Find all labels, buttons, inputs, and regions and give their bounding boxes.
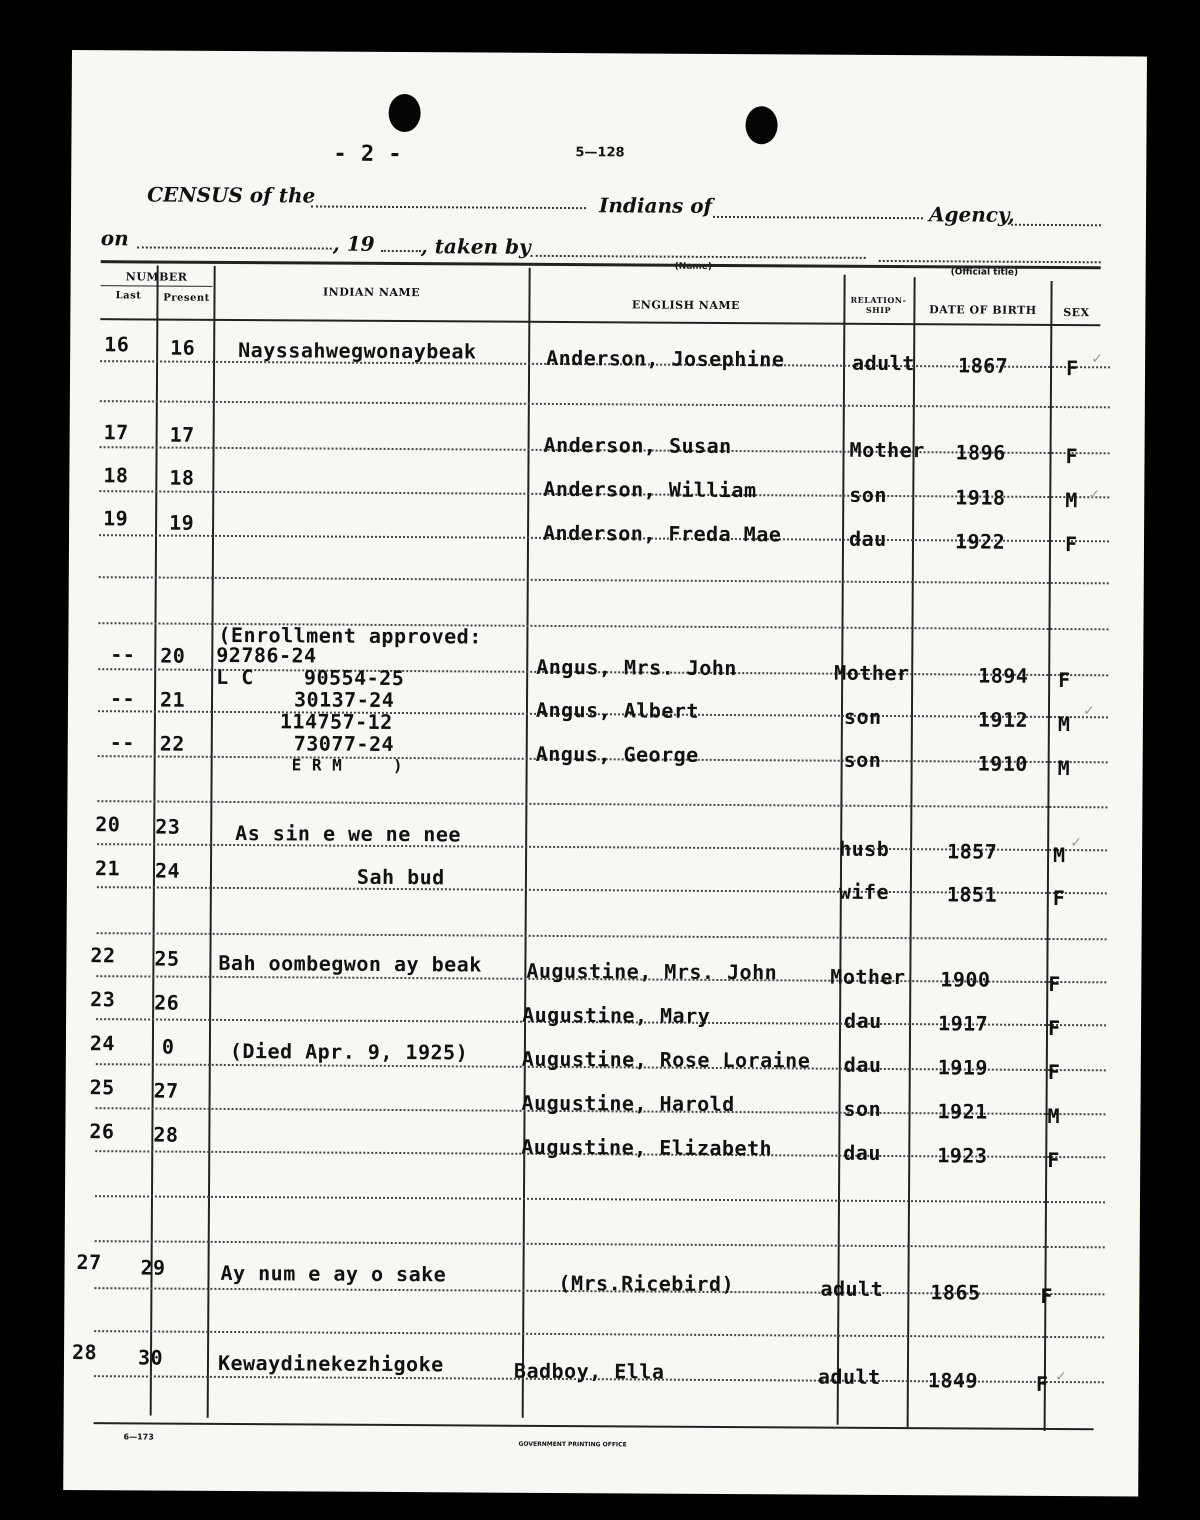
- punch-hole-right: [745, 106, 777, 144]
- tribe-blank: [311, 205, 586, 209]
- last-number: 24: [89, 1031, 116, 1056]
- date-of-birth: 1919: [937, 1055, 989, 1080]
- number-header: NUMBER: [125, 270, 188, 284]
- census-label: CENSUS of the: [147, 182, 316, 208]
- present-number: 17: [169, 422, 195, 447]
- indian-name: Bah oombegwon ay beak: [218, 950, 482, 977]
- row-rule: [99, 576, 1109, 584]
- year-label: , 19: [332, 231, 375, 256]
- english-name: Augustine, Mrs. John: [526, 958, 778, 985]
- date-of-birth: 1922: [954, 529, 1006, 554]
- relationship: son: [843, 704, 882, 729]
- relationship: son: [849, 482, 887, 507]
- present-number: 28: [153, 1122, 179, 1147]
- relationship: Mother: [849, 437, 925, 463]
- enumerator-name-blank: [531, 255, 866, 259]
- relationship: dau: [843, 1052, 882, 1077]
- date-of-birth: 1910: [977, 751, 1028, 776]
- sex: M: [1057, 712, 1071, 737]
- sex: F: [1064, 532, 1078, 557]
- sex: F: [1047, 1015, 1061, 1041]
- page-number: - 2 -: [333, 141, 403, 168]
- table-bottom-border: [94, 1422, 1094, 1430]
- agency-label: Agency,: [928, 202, 1015, 227]
- date-of-birth: 1851: [946, 882, 998, 907]
- sex: F: [1040, 1283, 1054, 1309]
- last-number: --: [110, 642, 136, 667]
- last-number: 21: [94, 856, 121, 881]
- printer-imprint: GOVERNMENT PRINTING OFFICE: [518, 1440, 627, 1449]
- relationship: husb: [839, 836, 890, 862]
- sex: F: [1058, 668, 1071, 693]
- agency-blank: [1011, 224, 1101, 227]
- english-name: Augustine, Rose Loraine: [521, 1046, 811, 1073]
- relationship: dau: [848, 526, 887, 551]
- present-number: 19: [169, 510, 195, 535]
- sex: F: [1065, 444, 1079, 469]
- indians-of-label: Indians of: [598, 193, 713, 218]
- last-header: Last: [115, 290, 142, 302]
- enrollment-note-line: 73077-24: [293, 731, 395, 756]
- last-number: 20: [95, 812, 121, 837]
- indian-name: Kewaydinekezhigoke: [217, 1350, 444, 1377]
- last-number: 16: [104, 332, 130, 357]
- last-number: 17: [103, 420, 129, 445]
- date-of-birth: 1921: [937, 1099, 988, 1124]
- on-label: on: [100, 226, 129, 251]
- indian-name-header: INDIAN NAME: [323, 285, 421, 300]
- english-name: (Mrs.Ricebird): [558, 1270, 735, 1297]
- present-number: 18: [169, 465, 195, 490]
- english-name: Anderson, Susan: [543, 432, 732, 459]
- column-divider-last: [150, 266, 159, 1416]
- sex: M: [1047, 1103, 1061, 1129]
- date-of-birth: 1918: [955, 485, 1006, 510]
- official-title-caption: (Official title): [950, 267, 1019, 278]
- present-number: 24: [154, 858, 181, 883]
- last-number: 23: [90, 987, 116, 1012]
- present-number: 23: [155, 814, 181, 839]
- present-number: 30: [137, 1345, 164, 1370]
- date-of-birth: 1849: [927, 1368, 979, 1393]
- row-rule: [95, 1240, 1105, 1248]
- column-divider-present: [207, 266, 216, 1418]
- present-number: 20: [160, 643, 186, 668]
- date-of-birth: 1917: [937, 1011, 989, 1036]
- date-of-birth: 1900: [940, 967, 991, 992]
- sex: M: [1053, 843, 1066, 868]
- enrollment-note-line: 114757-12: [279, 709, 393, 734]
- year-blank: [381, 250, 421, 252]
- header-bottom-border: [100, 318, 1100, 326]
- check-mark: ✓: [1083, 700, 1094, 720]
- english-name: Anderson, Freda Mae: [542, 520, 782, 547]
- present-number: 29: [140, 1255, 166, 1280]
- relationship: adult: [817, 1364, 881, 1389]
- date-of-birth: 1912: [977, 707, 1029, 732]
- sex: F: [1035, 1371, 1049, 1396]
- date-of-birth-header: DATE OF BIRTH: [929, 303, 1037, 317]
- enrollment-note-line: E R M ): [291, 755, 404, 776]
- english-name: Anderson, Josephine: [546, 345, 785, 372]
- present-number: 0: [161, 1034, 175, 1059]
- english-name: Badboy, Ella: [513, 1358, 665, 1384]
- enrollment-note-line: 30137-24: [293, 687, 395, 712]
- relationship: dau: [843, 1140, 881, 1165]
- date-of-birth: 1896: [955, 440, 1006, 465]
- relationship: Mother: [830, 964, 906, 990]
- sex: F: [1047, 1059, 1061, 1085]
- name-caption: (Name): [674, 261, 713, 272]
- english-name: Augustine, Elizabeth: [521, 1134, 773, 1161]
- row-rule: [95, 1195, 1105, 1203]
- date-of-birth: 1867: [958, 353, 1009, 378]
- english-name: Augustine, Harold: [521, 1090, 735, 1117]
- present-number: 27: [153, 1078, 179, 1103]
- row-rule: [94, 1330, 1104, 1338]
- english-name: Angus, Mrs. John: [536, 654, 737, 681]
- sex: F: [1048, 971, 1061, 997]
- row-rule: [97, 800, 1107, 808]
- last-number: 26: [89, 1119, 115, 1144]
- reservation-blank: [713, 216, 923, 219]
- date-of-birth: 1857: [947, 839, 998, 864]
- last-number: --: [109, 730, 135, 755]
- census-page: [63, 50, 1147, 1497]
- english-name: Anderson, William: [543, 476, 757, 503]
- sex: F: [1047, 1147, 1060, 1173]
- relationship: wife: [838, 879, 890, 905]
- last-number: 28: [71, 1340, 98, 1365]
- enrollment-note-line: L C 90554-25: [216, 664, 405, 691]
- english-name: Angus, Albert: [535, 697, 700, 723]
- sex: M: [1057, 756, 1071, 781]
- indian-name: Nayssahwegwonaybeak: [238, 338, 477, 364]
- date-of-birth: 1865: [930, 1280, 981, 1305]
- last-number: 18: [103, 463, 129, 488]
- sex: F: [1066, 356, 1079, 381]
- present-number: 25: [154, 946, 180, 971]
- indian-name: As sin e we ne nee: [235, 821, 462, 847]
- present-number: 21: [159, 687, 186, 712]
- present-number: 16: [170, 335, 196, 360]
- enrollment-note-line: 92786-24: [216, 642, 317, 668]
- relationship: dau: [844, 1008, 882, 1033]
- sex: F: [1052, 886, 1066, 911]
- enrollment-note-line: (Enrollment approved:: [218, 622, 482, 649]
- form-number: 5—128: [575, 145, 625, 161]
- last-number: 25: [89, 1075, 115, 1100]
- relationship: adult: [820, 1276, 884, 1301]
- taken-by-label: , taken by: [420, 234, 531, 259]
- relationship: Mother: [834, 660, 910, 686]
- present-number: 26: [154, 990, 180, 1015]
- last-number: 27: [76, 1250, 102, 1275]
- check-mark: ✓: [1055, 1366, 1066, 1386]
- last-number: --: [109, 686, 136, 711]
- english-name: Augustine, Mary: [522, 1002, 711, 1028]
- form-code: 6—173: [123, 1432, 154, 1442]
- indian-name: Sah bud: [356, 864, 445, 890]
- date-of-birth: 1923: [937, 1143, 988, 1168]
- date-of-birth: 1894: [978, 663, 1029, 688]
- indian-name: Ay num e ay o sake: [220, 1260, 447, 1287]
- relationship: adult: [852, 350, 915, 376]
- relationship-header: RELATION-SHIP: [850, 294, 907, 316]
- row-rule: [100, 400, 1110, 408]
- english-name-header: ENGLISH NAME: [631, 298, 741, 313]
- column-divider-indian: [522, 268, 531, 1418]
- present-number: 22: [159, 731, 185, 756]
- check-mark: ✓: [1092, 348, 1102, 368]
- official-title-blank: [879, 260, 1101, 263]
- relationship: son: [843, 747, 882, 772]
- indian-name: (Died Apr. 9, 1925): [229, 1038, 469, 1065]
- sex-header: SEX: [1063, 306, 1090, 320]
- english-name: Angus, George: [535, 741, 699, 767]
- punch-hole-left: [389, 94, 421, 132]
- last-number: 19: [103, 506, 129, 531]
- date-blank: [137, 246, 332, 249]
- relationship: son: [843, 1096, 882, 1121]
- last-number: 22: [90, 943, 116, 968]
- present-header: Present: [163, 292, 210, 304]
- sex: M: [1065, 488, 1078, 513]
- check-mark: ✓: [1089, 484, 1100, 504]
- check-mark: ✓: [1071, 832, 1081, 852]
- row-rule: [97, 932, 1107, 940]
